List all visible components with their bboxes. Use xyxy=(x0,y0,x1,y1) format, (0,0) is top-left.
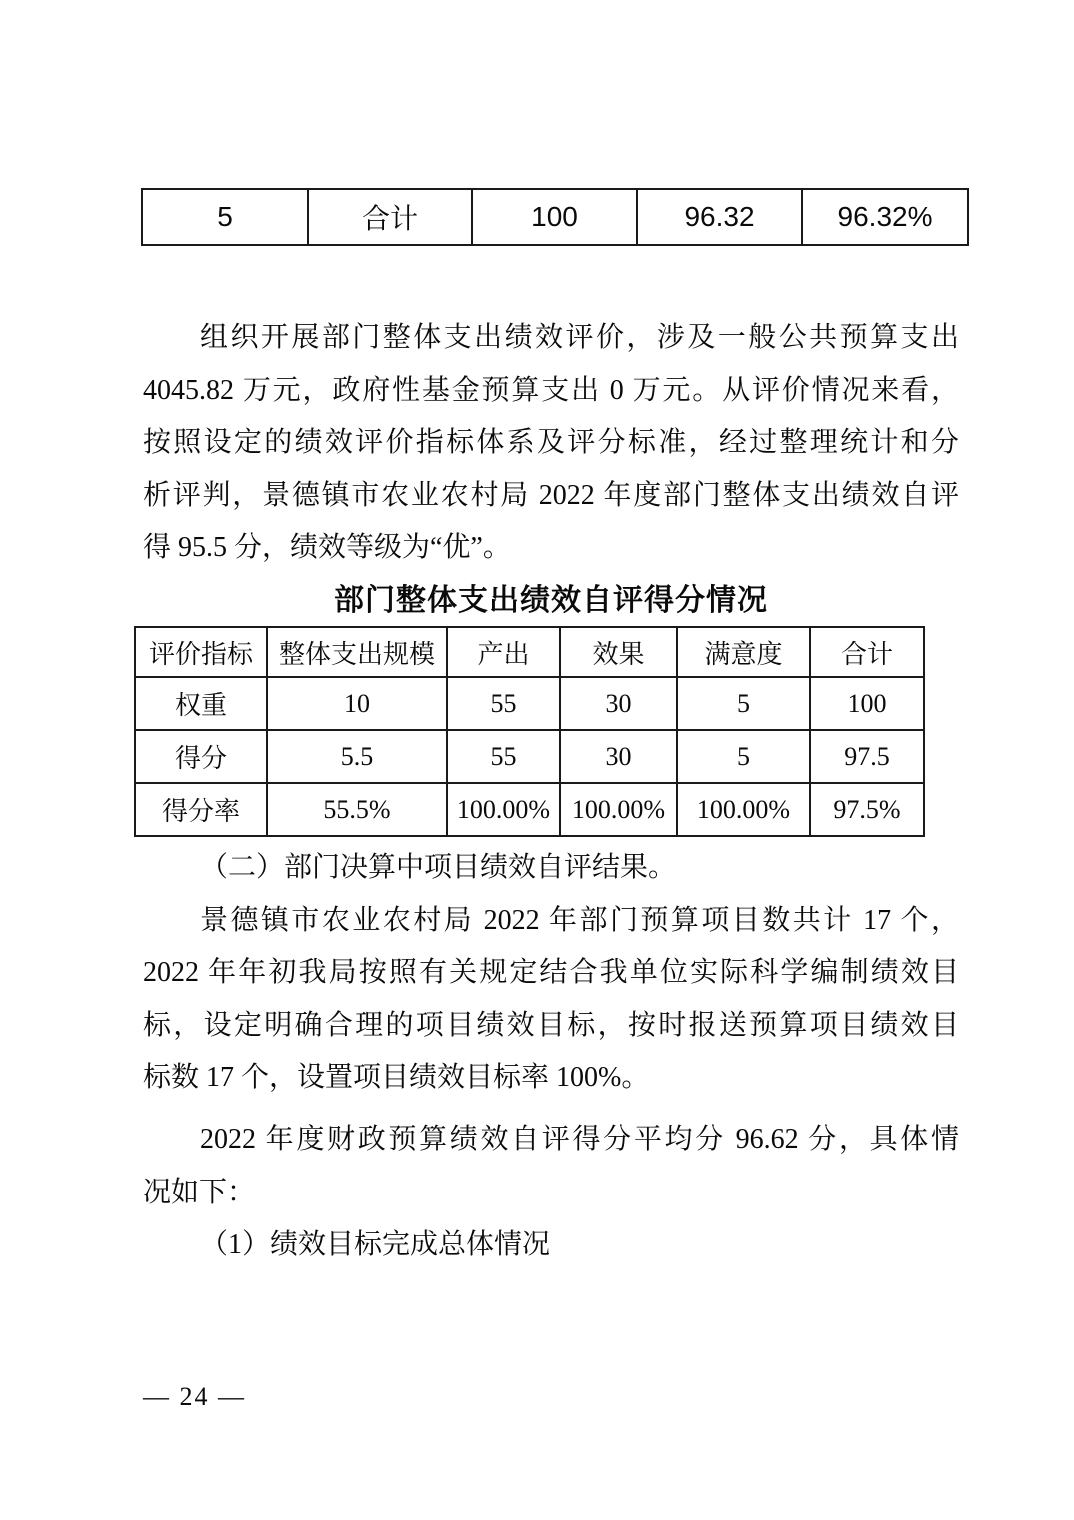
table-cell: 得分 xyxy=(135,730,267,783)
item-heading: （1）绩效目标完成总体情况 xyxy=(200,1229,551,1260)
paragraph-average xyxy=(143,1114,959,1219)
table-cell: 55 xyxy=(447,677,560,730)
table-cell: 10 xyxy=(267,677,447,730)
table-row xyxy=(135,677,924,730)
paragraph-line: 况如下： xyxy=(143,1176,256,1208)
table-cell: 5 xyxy=(142,189,308,245)
table-cell: 55.5% xyxy=(267,783,447,836)
paragraph-line: 景德镇市农业农村局 2022 年部门预算项目数共计 17 个， xyxy=(200,904,959,936)
continuation-table xyxy=(141,188,969,246)
table-cell: 100 xyxy=(472,189,637,245)
paragraph-line: 4045.82 万元，政府性基金预算支出 0 万元。从评价情况来看， xyxy=(143,374,959,406)
table-cell: 100 xyxy=(810,677,924,730)
table-cell: 合计 xyxy=(308,189,472,245)
table-cell: 55 xyxy=(447,730,560,783)
table-cell: 100.00% xyxy=(677,783,810,836)
paragraph-overall xyxy=(143,312,959,575)
table-cell: 得分率 xyxy=(135,783,267,836)
paragraph-line: 2022 年年初我局按照有关规定结合我单位实际科学编制绩效目 xyxy=(143,957,959,988)
paragraph-line: 按照设定的绩效评价指标体系及评分标准，经过整理统计和分 xyxy=(143,427,959,458)
table-row xyxy=(142,189,968,245)
paragraph-line: 2022 年度财政预算绩效自评得分平均分 96.62 分，具体情 xyxy=(200,1124,959,1155)
paragraph-line: 析评判，景德镇市农业农村局 2022 年度部门整体支出绩效自评 xyxy=(143,479,959,511)
table-header-row xyxy=(135,627,924,677)
table-cell: 5.5 xyxy=(267,730,447,783)
table-header-cell: 评价指标 xyxy=(135,627,267,677)
table-cell: 5 xyxy=(677,730,810,783)
table-header-cell: 合计 xyxy=(810,627,924,677)
paragraph-projects xyxy=(143,842,959,1105)
table-row xyxy=(135,730,924,783)
score-table xyxy=(134,626,925,837)
table-cell: 96.32 xyxy=(637,189,802,245)
table-cell: 100.00% xyxy=(447,783,560,836)
paragraph-line: 标，设定明确合理的项目绩效目标，按时报送预算项目绩效目 xyxy=(143,1009,959,1041)
table-cell: 5 xyxy=(677,677,810,730)
table-header-cell: 产出 xyxy=(447,627,560,677)
table-cell: 97.5 xyxy=(810,730,924,783)
paragraph-line: 标数 17 个，设置项目绩效目标率 100%。 xyxy=(143,1062,650,1093)
table-row xyxy=(135,783,924,836)
paragraph-line: 得 95.5 分，绩效等级为“优”。 xyxy=(143,532,511,563)
page-number: — 24 — xyxy=(143,1382,246,1411)
table-title: 部门整体支出绩效自评得分情况 xyxy=(334,584,768,617)
table-header-cell: 整体支出规模 xyxy=(267,627,447,677)
section-heading: （二）部门决算中项目绩效自评结果。 xyxy=(200,852,677,883)
table-header-cell: 效果 xyxy=(560,627,677,677)
table-cell: 权重 xyxy=(135,677,267,730)
item-heading-block xyxy=(143,1219,959,1272)
table-header-cell: 满意度 xyxy=(677,627,810,677)
table-cell: 30 xyxy=(560,677,677,730)
table-cell: 96.32% xyxy=(802,189,968,245)
table-cell: 97.5% xyxy=(810,783,924,836)
table-cell: 30 xyxy=(560,730,677,783)
paragraph-line: 组织开展部门整体支出绩效评价，涉及一般公共预算支出 xyxy=(200,322,959,353)
table-cell: 100.00% xyxy=(560,783,677,836)
